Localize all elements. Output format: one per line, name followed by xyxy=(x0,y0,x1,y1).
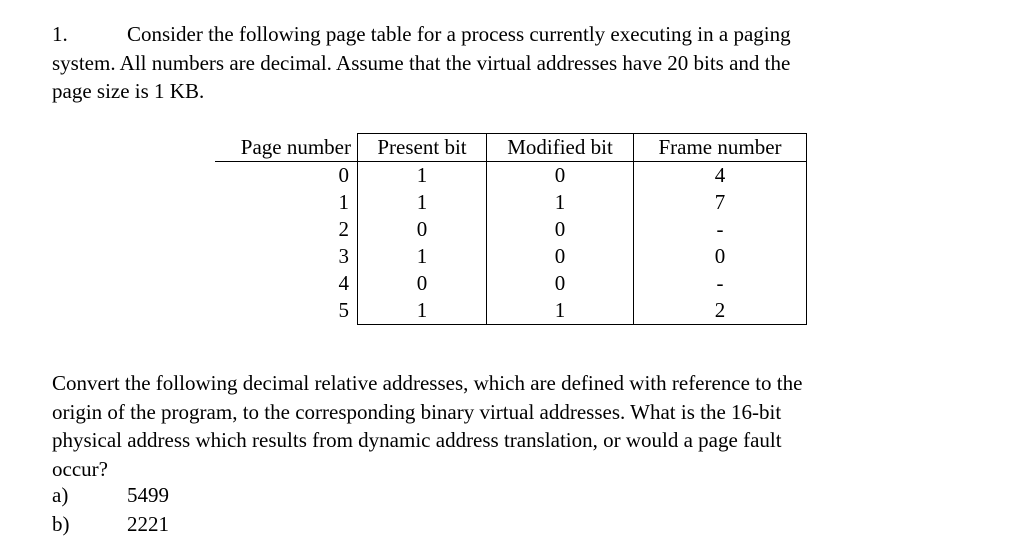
table-row xyxy=(215,270,807,297)
table-row xyxy=(215,189,807,216)
page-number-cell: 2 xyxy=(215,216,358,243)
table-row xyxy=(215,216,807,243)
address-label: a) xyxy=(52,483,69,507)
question-intro xyxy=(52,20,952,106)
instructions xyxy=(52,369,952,483)
page-number-cell: 0 xyxy=(215,162,358,190)
frame-number-cell xyxy=(634,270,807,297)
modified-bit-cell: 0 xyxy=(487,243,634,270)
modified-bit-cell: 0 xyxy=(487,216,634,243)
question-number: 1. xyxy=(52,22,68,46)
address-list xyxy=(52,481,169,538)
intro-line-3: page size is 1 KB. xyxy=(52,79,205,103)
frame-number-value: 7 xyxy=(714,190,726,214)
present-bit-cell: 1 xyxy=(358,297,487,325)
frame-number-value: 2 xyxy=(714,298,726,322)
frame-number-value: - xyxy=(716,217,724,241)
header-page-number: Page number xyxy=(240,134,351,159)
frame-number-value: 4 xyxy=(714,163,726,187)
address-label: b) xyxy=(52,511,70,536)
header-frame-number: Frame number xyxy=(634,134,807,162)
instructions-line-2: origin of the program, to the corresponding binary virtual addresses. What is the 16-bit xyxy=(52,399,782,424)
table-row xyxy=(215,162,807,190)
modified-bit-cell: 0 xyxy=(487,162,634,190)
modified-bit-cell: 1 xyxy=(487,189,634,216)
table-header-row xyxy=(215,134,807,162)
list-item xyxy=(52,510,169,539)
list-item xyxy=(52,481,169,510)
instructions-line-3: physical address which results from dynamic address translation, or would a page fault xyxy=(52,428,782,452)
page-number-cell: 5 xyxy=(215,297,358,325)
header-modified-bit: Modified bit xyxy=(487,134,634,162)
frame-number-cell xyxy=(634,216,807,243)
header-present-bit: Present bit xyxy=(358,134,487,162)
intro-line-1 xyxy=(52,20,952,49)
table-row xyxy=(215,243,807,270)
address-value: 5499 xyxy=(127,483,169,507)
present-bit-cell: 1 xyxy=(358,162,487,190)
present-bit-cell: 0 xyxy=(358,270,487,297)
page-number-cell: 3 xyxy=(215,243,358,270)
table-row xyxy=(215,297,807,325)
present-bit-cell: 1 xyxy=(358,243,487,270)
instructions-line-1: Convert the following decimal relative addresses, which are defined with reference to the xyxy=(52,371,803,395)
modified-bit-cell: 0 xyxy=(487,270,634,297)
frame-number-cell xyxy=(634,189,807,216)
present-bit-cell: 1 xyxy=(358,189,487,216)
modified-bit-cell: 1 xyxy=(487,297,634,325)
frame-number-value: 0 xyxy=(714,244,726,268)
instructions-line-4: occur? xyxy=(52,456,108,481)
page-number-cell: 1 xyxy=(215,189,358,216)
page-table xyxy=(215,133,807,325)
intro-line-2: system. All numbers are decimal. Assume that the virtual addresses have 20 bits and the xyxy=(52,50,791,75)
frame-number-value: - xyxy=(716,271,724,295)
frame-number-cell xyxy=(634,162,807,190)
frame-number-cell xyxy=(634,297,807,325)
page-number-cell: 4 xyxy=(215,270,358,297)
intro-text-1: Consider the following page table for a process currently executing in a paging xyxy=(127,22,791,46)
address-value: 2221 xyxy=(127,511,169,536)
frame-number-cell xyxy=(634,243,807,270)
present-bit-cell: 0 xyxy=(358,216,487,243)
